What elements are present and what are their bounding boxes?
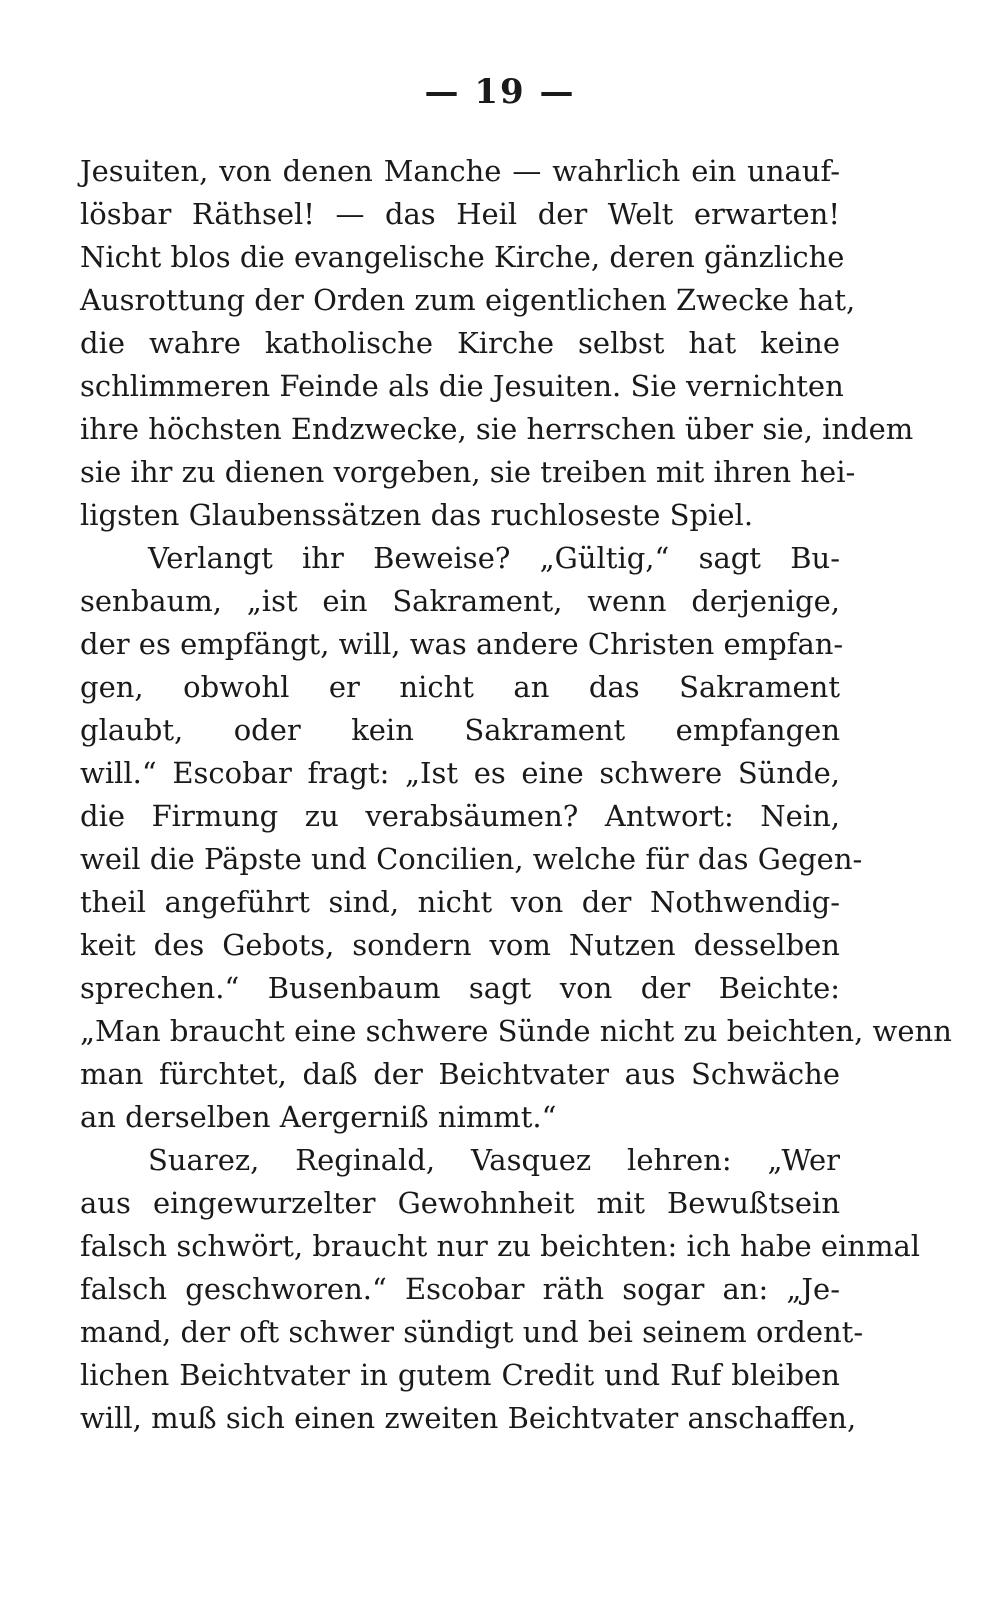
text-line: lösbar Räthsel! — das Heil der Welt erwarten! (80, 197, 840, 231)
text-line: Jesuiten, von denen Manche — wahrlich ein unauf- (80, 154, 840, 188)
text-line: die Firmung zu verabsäumen? Antwort: Nein, (80, 799, 840, 833)
text-line: will, muß sich einen zweiten Beichtvater anschaffen, (80, 1401, 857, 1435)
text-line: aus eingewurzelter Gewohnheit mit Bewußtsein (80, 1186, 840, 1220)
text-line: glaubt, oder kein Sakrament empfangen (80, 713, 840, 747)
text-line: sprechen.“ Busenbaum sagt von der Beichte: (80, 971, 840, 1005)
text-line: ligsten Glaubenssätzen das ruchloseste Spiel. (80, 498, 754, 532)
text-line: sie ihr zu dienen vorgeben, sie treiben mit ihren hei- (80, 455, 856, 489)
text-line: gen, obwohl er nicht an das Sakrament (80, 670, 840, 704)
text-line: keit des Gebots, sondern vom Nutzen desselben (80, 928, 840, 962)
text-line: theil angeführt sind, nicht von der Nothwendig- (80, 885, 840, 919)
text-line: senbaum, „ist ein Sakrament, wenn derjenige, (80, 584, 840, 618)
body-text (80, 150, 952, 1440)
text-line: falsch geschworen.“ Escobar räth sogar an: „Je- (80, 1272, 840, 1306)
page-number: — 19 — (424, 72, 576, 112)
text-line: Suarez, Reginald, Vasquez lehren: „Wer (148, 1143, 840, 1177)
text-line: der es empfängt, will, was andere Christen empfan- (80, 627, 844, 661)
text-line: man fürchtet, daß der Beichtvater aus Schwäche (80, 1057, 840, 1091)
text-line: schlimmeren Feinde als die Jesuiten. Sie vernichten (80, 369, 844, 403)
text-line: lichen Beichtvater in gutem Credit und Ruf bleiben (80, 1358, 840, 1392)
text-line: Ausrottung der Orden zum eigentlichen Zwecke hat, (80, 283, 856, 317)
text-line: Verlangt ihr Beweise? „Gültig,“ sagt Bu- (148, 541, 840, 575)
text-line: will.“ Escobar fragt: „Ist es eine schwere Sünde, (80, 756, 840, 790)
text-line: die wahre katholische Kirche selbst hat keine (80, 326, 840, 360)
text-line: weil die Päpste und Concilien, welche für das Gegen- (80, 842, 863, 876)
text-line: Nicht blos die evangelische Kirche, deren gänzliche (80, 240, 845, 274)
text-line: mand, der oft schwer sündigt und bei seinem ordent- (80, 1315, 864, 1349)
text-line: falsch schwört, braucht nur zu beichten: ich habe einmal (80, 1229, 921, 1263)
text-line: ihre höchsten Endzwecke, sie herrschen über sie, indem (80, 412, 914, 446)
text-line: „Man braucht eine schwere Sünde nicht zu beichten, wenn (80, 1014, 952, 1048)
text-line: an derselben Aergerniß nimmt.“ (80, 1100, 557, 1134)
